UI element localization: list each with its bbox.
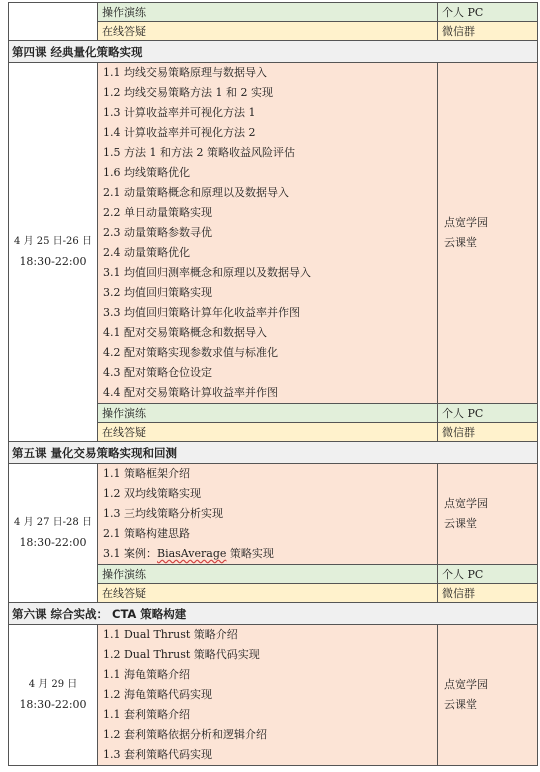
venue-line: 点宽学园 xyxy=(444,216,488,229)
topic-item: 1.2 均线交易策略方法 1 和 2 实现 xyxy=(103,86,273,99)
venue-cell xyxy=(438,464,538,565)
session-hours: 18:30-22:00 xyxy=(19,698,87,711)
topic-item: 1.2 双均线策略实现 xyxy=(103,487,201,500)
session-date: 4 月 27 日-28 日 xyxy=(14,517,92,528)
topic-prefix: 3.1 案例： xyxy=(103,547,157,560)
lesson-title: 第四课 经典量化策略实现 xyxy=(9,41,538,63)
session-date: 4 月 25 日-26 日 xyxy=(14,236,92,247)
course-schedule-table xyxy=(8,2,538,766)
topic-item: 2.1 策略构建思路 xyxy=(103,527,190,540)
topic-item: 1.1 海龟策略介绍 xyxy=(103,668,190,681)
practice-label: 操作演练 xyxy=(98,565,438,584)
topic-item: 1.4 计算收益率并可视化方法 2 xyxy=(103,126,256,139)
session-time-cell xyxy=(9,625,98,766)
spellcheck-word: BiasAverage xyxy=(157,547,227,560)
topic-item: 1.1 Dual Thrust 策略介绍 xyxy=(103,628,238,641)
topic-list xyxy=(98,625,438,766)
topic-item: 1.3 计算收益率并可视化方法 1 xyxy=(103,106,256,119)
blank-cell xyxy=(9,3,98,41)
lesson-title: 第五课 量化交易策略实现和回测 xyxy=(9,442,538,464)
topic-item: 1.3 套利策略代码实现 xyxy=(103,748,212,761)
practice-label: 操作演练 xyxy=(98,404,438,423)
topic-item: 4.2 配对策略实现参数求值与标准化 xyxy=(103,346,278,359)
venue-line: 点宽学园 xyxy=(444,678,488,691)
venue-line: 点宽学园 xyxy=(444,497,488,510)
topic-item: 4.1 配对交易策略概念和数据导入 xyxy=(103,326,267,339)
qa-platform: 微信群 xyxy=(438,423,538,442)
topic-item: 2.1 动量策略概念和原理以及数据导入 xyxy=(103,186,289,199)
topic-item: 3.2 均值回归策略实现 xyxy=(103,286,212,299)
topic-item: 1.1 套利策略介绍 xyxy=(103,708,190,721)
topic-item: 1.2 海龟策略代码实现 xyxy=(103,688,212,701)
topic-item: 1.1 策略框架介绍 xyxy=(103,467,190,480)
qa-platform: 微信群 xyxy=(438,584,538,603)
topic-item: 2.3 动量策略参数寻优 xyxy=(103,226,212,239)
session-date: 4 月 29 日 xyxy=(28,679,78,690)
qa-platform: 微信群 xyxy=(438,22,538,41)
topic-item: 4.3 配对策略仓位设定 xyxy=(103,366,212,379)
qa-label: 在线答疑 xyxy=(98,584,438,603)
topic-item: 3.3 均值回归策略计算年化收益率并作图 xyxy=(103,306,300,319)
session-time-cell xyxy=(9,464,98,603)
topic-item: 1.2 Dual Thrust 策略代码实现 xyxy=(103,648,260,661)
lesson-content-row xyxy=(9,625,538,766)
topic-list xyxy=(98,63,438,404)
practice-row xyxy=(9,3,538,22)
lesson-content-row xyxy=(9,63,538,404)
topic-item: 4.4 配对交易策略计算收益率并作图 xyxy=(103,386,278,399)
venue-line: 云课堂 xyxy=(444,698,477,711)
practice-platform: 个人 PC xyxy=(438,404,538,423)
qa-label: 在线答疑 xyxy=(98,22,438,41)
lesson-title: 第六课 综合实战： CTA 策略构建 xyxy=(9,603,538,625)
venue-cell xyxy=(438,625,538,766)
topic-item: 1.2 套利策略依据分析和逻辑介绍 xyxy=(103,728,267,741)
lesson-header xyxy=(9,603,538,625)
qa-label: 在线答疑 xyxy=(98,423,438,442)
topic-item: 1.5 方法 1 和方法 2 策略收益风险评估 xyxy=(103,146,295,159)
session-time-cell xyxy=(9,63,98,442)
session-hours: 18:30-22:00 xyxy=(19,255,87,268)
practice-platform: 个人 PC xyxy=(438,565,538,584)
lesson-content-row xyxy=(9,464,538,565)
topic-item xyxy=(103,544,437,564)
venue-line: 云课堂 xyxy=(444,236,477,249)
lesson-header xyxy=(9,442,538,464)
session-hours: 18:30-22:00 xyxy=(19,536,87,549)
practice-platform: 个人 PC xyxy=(438,3,538,22)
topic-suffix: 策略实现 xyxy=(226,547,274,560)
topic-item: 1.3 三均线策略分析实现 xyxy=(103,507,223,520)
practice-label: 操作演练 xyxy=(98,3,438,22)
topic-item: 1.6 均线策略优化 xyxy=(103,166,190,179)
venue-cell xyxy=(438,63,538,404)
lesson-header xyxy=(9,41,538,63)
topic-item: 2.4 动量策略优化 xyxy=(103,246,190,259)
venue-line: 云课堂 xyxy=(444,517,477,530)
topic-item: 3.1 均值回归测率概念和原理以及数据导入 xyxy=(103,266,311,279)
topic-item: 2.2 单日动量策略实现 xyxy=(103,206,212,219)
topic-list xyxy=(98,464,438,565)
topic-item: 1.1 均线交易策略原理与数据导入 xyxy=(103,66,267,79)
